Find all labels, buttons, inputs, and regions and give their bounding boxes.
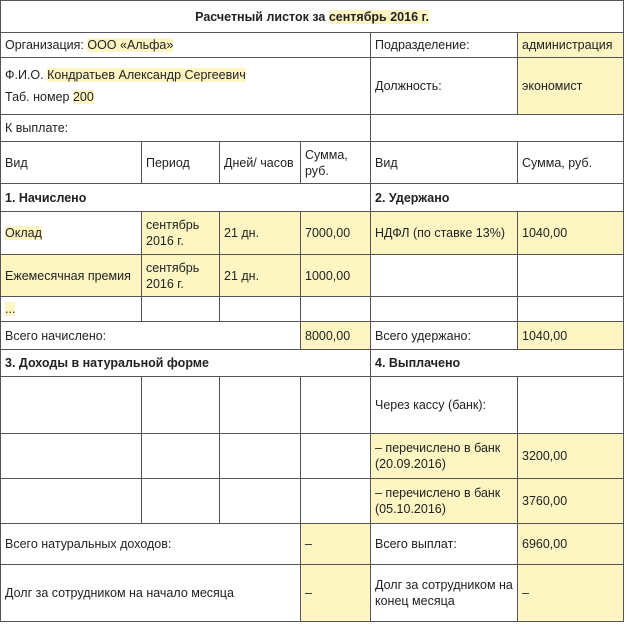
total-accrued-value: 8000,00 xyxy=(301,322,371,350)
header-period: Период xyxy=(142,142,220,184)
total-natural-value: – xyxy=(301,524,371,565)
table-row xyxy=(1,255,624,297)
total-accrued-label: Всего начислено: xyxy=(1,322,301,350)
total-natural-label: Всего натуральных доходов: xyxy=(1,524,301,565)
section-natural: 3. Доходы в натуральной форме xyxy=(1,350,371,377)
accrual-vid: Ежемесячная премия xyxy=(1,255,142,297)
header-days: Дней/ часов xyxy=(220,142,301,184)
empty-cell xyxy=(301,377,371,434)
payment-label: – перечислено в банк (20.09.2016) xyxy=(371,434,518,479)
withholding-empty xyxy=(518,255,624,297)
table-row xyxy=(1,434,624,479)
empty-cell xyxy=(142,297,220,322)
table-row xyxy=(1,377,624,434)
fio-line xyxy=(5,67,366,83)
accrual-sum: 7000,00 xyxy=(301,212,371,255)
empty-cell xyxy=(142,434,220,479)
employee-cell xyxy=(1,58,371,115)
debt-end-value: – xyxy=(518,565,624,622)
tab-number-line xyxy=(5,89,366,105)
payslip-title xyxy=(1,1,624,33)
payments-via: Через кассу (банк): xyxy=(371,377,518,434)
table-row xyxy=(1,297,624,322)
empty-cell xyxy=(301,297,371,322)
tab-number-value: 200 xyxy=(72,90,94,104)
fio-value: Кондратьев Александр Сергеевич xyxy=(47,68,246,82)
debt-start-value: – xyxy=(301,565,371,622)
section-accrued: 1. Начислено xyxy=(1,184,371,212)
empty-cell xyxy=(518,297,624,322)
tab-number-label: Таб. номер xyxy=(5,90,70,104)
payment-sum: 3200,00 xyxy=(518,434,624,479)
position-value: экономист xyxy=(518,58,624,115)
section-withheld: 2. Удержано xyxy=(371,184,624,212)
empty-cell xyxy=(142,479,220,524)
accrual-days: 21 дн. xyxy=(220,255,301,297)
empty-cell xyxy=(518,377,624,434)
total-paid-value: 6960,00 xyxy=(518,524,624,565)
empty-cell xyxy=(1,377,142,434)
header-sum: Сумма, руб. xyxy=(301,142,371,184)
total-withheld-value: 1040,00 xyxy=(518,322,624,350)
accrual-days: 21 дн. xyxy=(220,212,301,255)
accrual-sum: 1000,00 xyxy=(301,255,371,297)
table-row xyxy=(1,212,624,255)
title-prefix: Расчетный листок за xyxy=(195,9,326,24)
to-pay-label: К выплате: xyxy=(1,115,371,142)
header-sum-withheld: Сумма, руб. xyxy=(518,142,624,184)
empty-cell xyxy=(1,479,142,524)
empty-cell xyxy=(371,297,518,322)
title-month: сентябрь 2016 г. xyxy=(328,9,429,24)
debt-end-label: Долг за сотрудником на конец месяца xyxy=(371,565,518,622)
payment-label: – перечислено в банк (05.10.2016) xyxy=(371,479,518,524)
position-label: Должность: xyxy=(371,58,518,115)
section-paid: 4. Выплачено xyxy=(371,350,624,377)
organization-value: ООО «Альфа» xyxy=(87,38,174,52)
empty-cell xyxy=(142,377,220,434)
empty-cell xyxy=(220,297,301,322)
accrual-period: сентябрь 2016 г. xyxy=(142,212,220,255)
debt-start-label: Долг за сотрудником на начало месяца xyxy=(1,565,301,622)
accrual-period: сентябрь 2016 г. xyxy=(142,255,220,297)
empty-cell xyxy=(301,479,371,524)
header-vid-withheld: Вид xyxy=(371,142,518,184)
table-row xyxy=(1,479,624,524)
withholding-sum: 1040,00 xyxy=(518,212,624,255)
empty-cell xyxy=(1,434,142,479)
accrual-ellipsis: ... xyxy=(5,302,16,316)
organization-cell xyxy=(1,33,371,58)
to-pay-empty xyxy=(371,115,624,142)
empty-cell xyxy=(220,479,301,524)
empty-cell xyxy=(220,377,301,434)
withholding-empty xyxy=(371,255,518,297)
empty-cell xyxy=(220,434,301,479)
payment-sum: 3760,00 xyxy=(518,479,624,524)
organization-label: Организация: xyxy=(5,38,84,52)
header-vid: Вид xyxy=(1,142,142,184)
department-value: администрация xyxy=(518,33,624,58)
withholding-vid: НДФЛ (по ставке 13%) xyxy=(371,212,518,255)
department-label: Подразделение: xyxy=(371,33,518,58)
fio-label: Ф.И.О. xyxy=(5,68,44,82)
total-withheld-label: Всего удержано: xyxy=(371,322,518,350)
accrual-vid: Оклад xyxy=(5,226,42,240)
empty-cell xyxy=(301,434,371,479)
total-paid-label: Всего выплат: xyxy=(371,524,518,565)
